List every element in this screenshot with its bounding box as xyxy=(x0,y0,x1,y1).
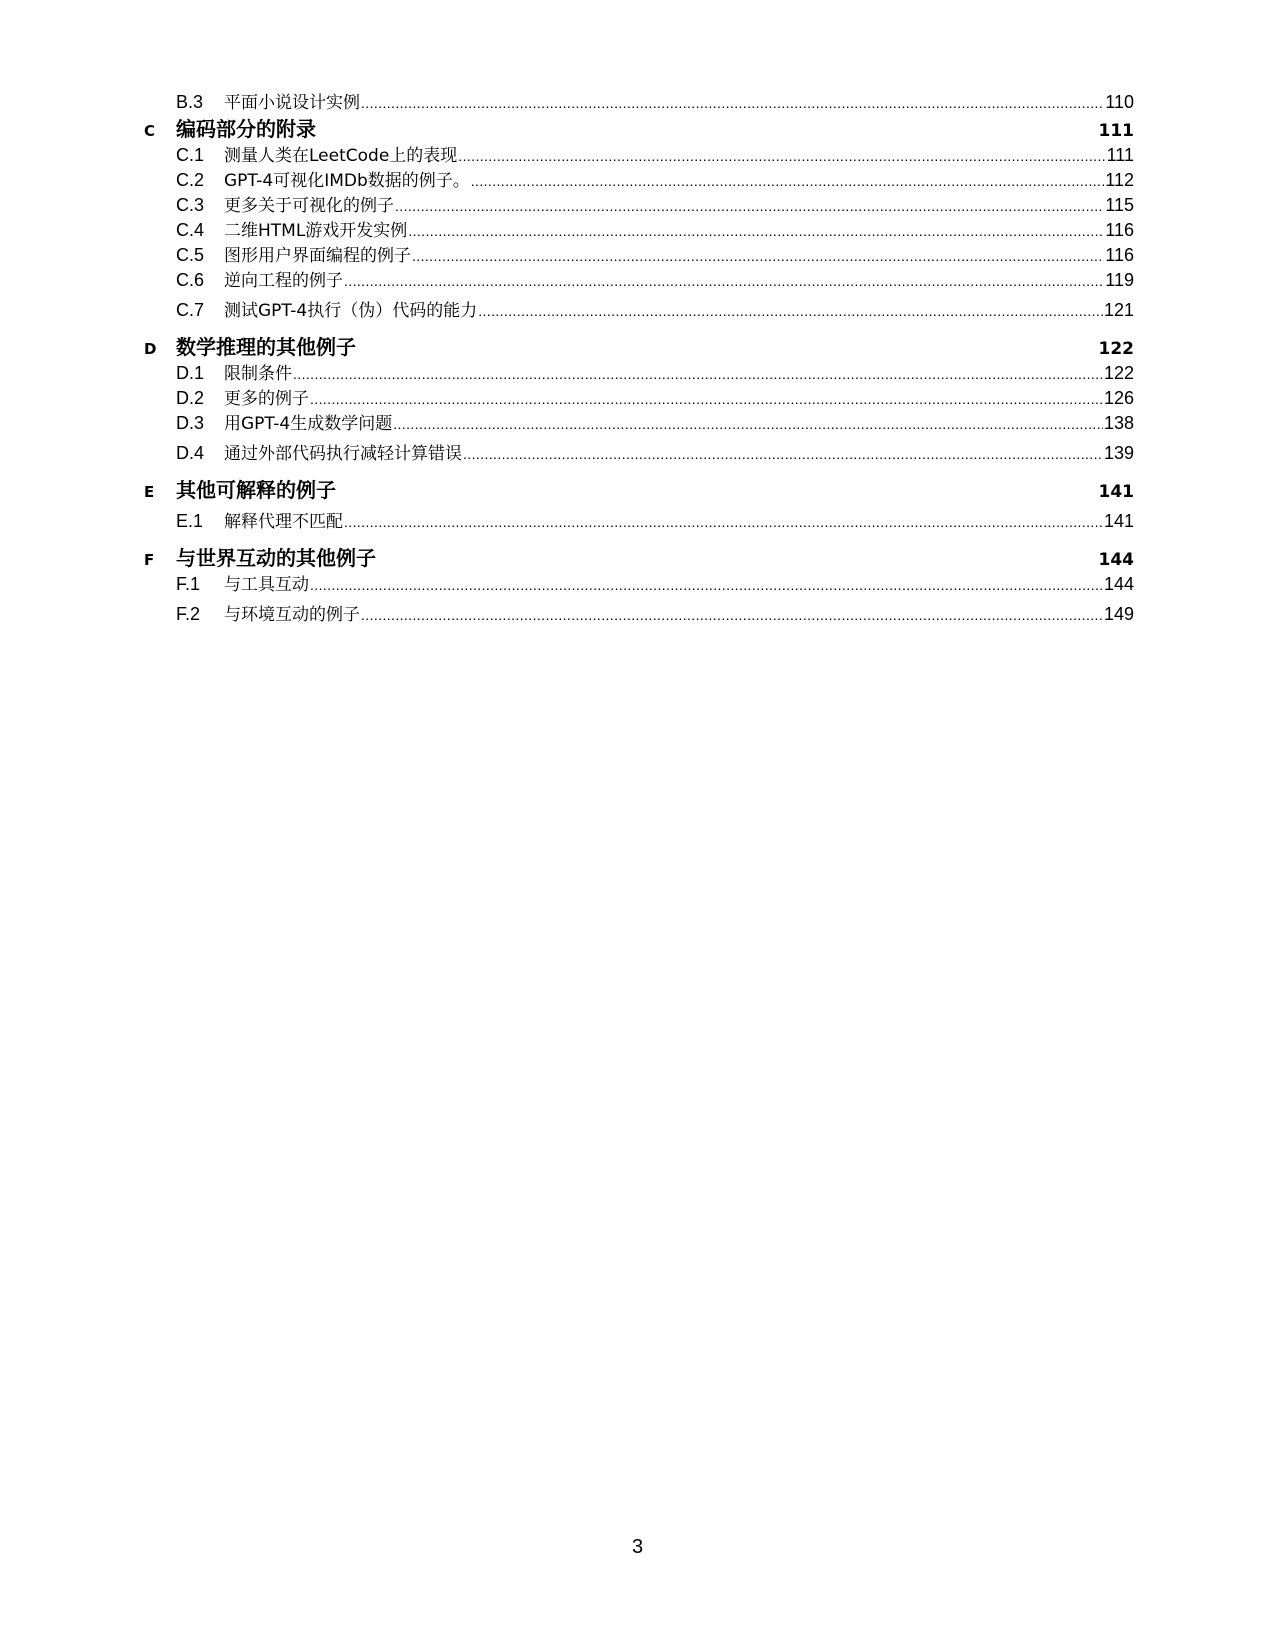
toc-section-letter: D xyxy=(144,340,157,358)
toc-section-heading[interactable] xyxy=(144,115,1134,143)
toc-entry-title: 用GPT-4生成数学问题 xyxy=(224,414,393,434)
toc-entry[interactable] xyxy=(176,504,1134,534)
toc-entry-page: 115 xyxy=(1105,195,1134,215)
toc-entry[interactable] xyxy=(176,361,1134,386)
toc-entry-page: 119 xyxy=(1105,270,1134,290)
toc-section-page: 122 xyxy=(1098,339,1134,359)
dot-leader xyxy=(458,144,1105,169)
toc-entry-number: E.1 xyxy=(176,511,204,531)
toc-entry[interactable] xyxy=(176,268,1134,293)
toc-entry-title: 更多的例子 xyxy=(224,389,309,409)
toc-entry-title: 通过外部代码执行减轻计算错误 xyxy=(224,444,462,464)
toc-entry-number: C.7 xyxy=(176,300,205,320)
toc-entry-number: C.4 xyxy=(176,220,205,240)
toc-entry-page: 139 xyxy=(1103,443,1134,463)
toc-entry-number: D.3 xyxy=(176,413,205,433)
toc-entry-page: 110 xyxy=(1105,92,1134,112)
toc-section-heading[interactable] xyxy=(144,333,1134,361)
toc-entry-title: 解释代理不匹配 xyxy=(224,512,343,532)
toc-entry-page: 149 xyxy=(1103,604,1134,624)
toc-entry-number: C.6 xyxy=(176,270,205,290)
toc-entry[interactable] xyxy=(176,597,1134,627)
toc-entry-number: C.5 xyxy=(176,245,205,265)
dot-leader xyxy=(463,437,1103,471)
toc-section-title: 其他可解释的例子 xyxy=(176,478,336,502)
toc-entry[interactable] xyxy=(176,436,1134,466)
toc-entry-number: D.4 xyxy=(176,443,205,463)
dot-leader xyxy=(361,598,1103,632)
dot-leader xyxy=(471,169,1105,194)
toc-entry-title: 限制条件 xyxy=(224,364,292,384)
toc-entry-title: 测量人类在LeetCode上的表现 xyxy=(224,146,458,166)
toc-section-heading[interactable] xyxy=(144,544,1134,572)
toc-entry-number: D.2 xyxy=(176,388,205,408)
toc-entry-number: F.2 xyxy=(176,604,201,624)
toc-entry-page: 112 xyxy=(1105,170,1134,190)
table-of-contents xyxy=(144,90,1134,627)
toc-entry-title: 更多关于可视化的例子 xyxy=(224,196,394,216)
toc-section-heading[interactable] xyxy=(144,476,1134,504)
toc-entry-title: 逆向工程的例子 xyxy=(224,271,343,291)
toc-section-letter: F xyxy=(144,551,155,569)
dot-leader xyxy=(395,194,1104,219)
toc-entry-number: D.1 xyxy=(176,363,205,383)
toc-section-page: 111 xyxy=(1098,121,1134,141)
toc-section-page: 141 xyxy=(1098,482,1134,502)
toc-section-title: 编码部分的附录 xyxy=(176,117,316,141)
toc-entry-number: C.1 xyxy=(176,145,205,165)
toc-entry-title: 图形用户界面编程的例子 xyxy=(224,246,411,266)
toc-entry-number: F.1 xyxy=(176,574,201,594)
toc-entry[interactable] xyxy=(176,90,1134,115)
toc-entry-page: 116 xyxy=(1105,220,1134,240)
dot-leader xyxy=(310,387,1103,412)
dot-leader xyxy=(361,91,1104,116)
toc-entry[interactable] xyxy=(176,143,1134,168)
toc-entry[interactable] xyxy=(176,193,1134,218)
toc-entry-page: 138 xyxy=(1103,413,1134,433)
toc-section-title: 数学推理的其他例子 xyxy=(176,335,356,359)
toc-entry-page: 111 xyxy=(1106,145,1134,165)
dot-leader xyxy=(293,362,1103,387)
toc-section-title: 与世界互动的其他例子 xyxy=(176,546,376,570)
toc-section-letter: C xyxy=(144,122,156,140)
toc-section-page: 144 xyxy=(1098,550,1134,570)
toc-entry[interactable] xyxy=(176,293,1134,323)
dot-leader xyxy=(412,244,1104,269)
dot-leader xyxy=(310,573,1103,598)
toc-entry-number: C.2 xyxy=(176,170,205,190)
toc-entry-number: C.3 xyxy=(176,195,205,215)
dot-leader xyxy=(344,505,1103,539)
dot-leader xyxy=(408,219,1104,244)
toc-entry[interactable] xyxy=(176,411,1134,436)
toc-entry-page: 121 xyxy=(1103,300,1134,320)
toc-entry-page: 144 xyxy=(1103,574,1134,594)
toc-entry-title: 测试GPT-4执行（伪）代码的能力 xyxy=(224,301,478,321)
dot-leader xyxy=(344,269,1104,294)
toc-entry-page: 126 xyxy=(1103,388,1134,408)
toc-entry-page: 141 xyxy=(1103,511,1134,531)
toc-entry-title: 平面小说设计实例 xyxy=(224,93,360,113)
toc-entry[interactable] xyxy=(176,218,1134,243)
dot-leader xyxy=(393,412,1103,437)
toc-entry-page: 116 xyxy=(1105,245,1134,265)
toc-entry-title: 与环境互动的例子 xyxy=(224,605,360,625)
toc-entry-title: GPT-4可视化IMDb数据的例子。 xyxy=(224,171,470,191)
toc-entry-number: B.3 xyxy=(176,92,204,112)
toc-section-letter: E xyxy=(144,483,155,501)
toc-entry-title: 与工具互动 xyxy=(224,575,309,595)
toc-entry[interactable] xyxy=(176,386,1134,411)
dot-leader xyxy=(478,294,1103,328)
toc-entry-page: 122 xyxy=(1103,363,1134,383)
page-number: 3 xyxy=(631,1536,644,1558)
toc-entry[interactable] xyxy=(176,168,1134,193)
toc-entry-title: 二维HTML游戏开发实例 xyxy=(224,221,408,241)
toc-entry[interactable] xyxy=(176,572,1134,597)
toc-entry[interactable] xyxy=(176,243,1134,268)
